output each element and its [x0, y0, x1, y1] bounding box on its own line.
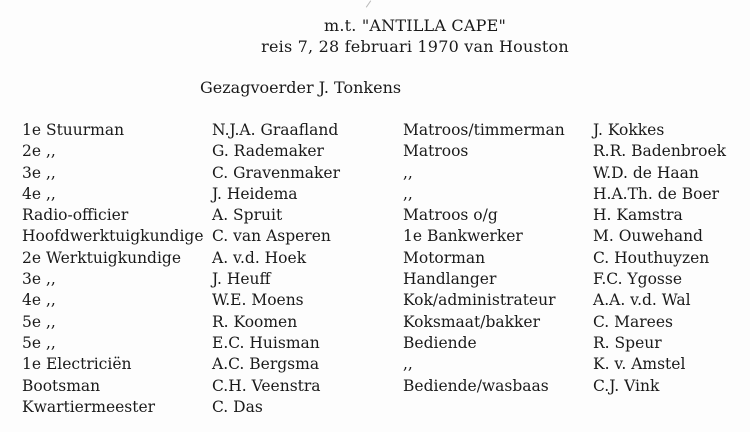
- crew-name: W.D. de Haan: [593, 163, 699, 182]
- crew-role: 2e Werktuigkundige: [22, 248, 182, 267]
- crew-role: Motorman: [403, 248, 486, 267]
- crew-role: 4e ,,: [22, 184, 56, 203]
- crew-role: Bediende/wasbaas: [403, 376, 549, 395]
- crew-role: 3e ,,: [22, 163, 56, 182]
- crew-name: A.C. Bergsma: [212, 355, 320, 374]
- crew-name: G. Rademaker: [212, 142, 324, 161]
- captain-line: Gezagvoerder J. Tonkens: [200, 78, 402, 97]
- left-roles-column: [22, 120, 204, 418]
- crew-name: H.A.Th. de Boer: [593, 184, 720, 203]
- crew-name: K. v. Amstel: [593, 355, 686, 374]
- crew-role: Handlanger: [403, 270, 497, 289]
- crew-role: Matroos/timmerman: [403, 121, 565, 139]
- crew-role: Radio-officier: [22, 206, 129, 225]
- crew-role: 4e ,,: [22, 291, 56, 310]
- crew-name: R. Koomen: [212, 312, 298, 331]
- crew-role: ,,: [403, 163, 413, 182]
- crew-role: 5e ,,: [22, 333, 56, 352]
- crew-role: ,,: [403, 355, 413, 374]
- crew-role: Hoofdwerktuigkundige: [22, 227, 204, 246]
- crew-name: J. Kokkes: [593, 121, 665, 139]
- crew-role: Kwartiermeester: [22, 397, 156, 416]
- crew-name: C.H. Veenstra: [212, 376, 321, 395]
- crew-role: Matroos: [403, 142, 469, 161]
- crew-role: 1e Stuurman: [22, 121, 125, 139]
- crew-role: Matroos o/g: [403, 206, 498, 225]
- crew-role: 2e ,,: [22, 142, 56, 161]
- voyage-line: reis 7, 28 februari 1970 van Houston: [261, 37, 569, 56]
- left-names-column: [212, 120, 340, 418]
- crew-role: 1e Electriciën: [22, 355, 132, 374]
- crew-name: E.C. Huisman: [212, 333, 320, 352]
- crew-name: A.A. v.d. Wal: [593, 291, 691, 310]
- crew-role: 3e ,,: [22, 270, 56, 289]
- scan-mark: [366, 0, 371, 7]
- crew-role: Kok/administrateur: [403, 291, 556, 310]
- crew-name: R. Speur: [593, 333, 662, 352]
- crew-name: M. Ouwehand: [593, 227, 703, 246]
- crew-name: W.E. Moens: [212, 291, 304, 310]
- crew-name: J. Heidema: [212, 184, 298, 203]
- crew-role: Bootsman: [22, 376, 101, 395]
- crew-name: H. Kamstra: [593, 206, 683, 225]
- crew-role: Koksmaat/bakker: [403, 312, 541, 331]
- crew-name: F.C. Ygosse: [593, 270, 682, 289]
- crew-name: N.J.A. Graafland: [212, 121, 339, 139]
- crew-name: J. Heuff: [212, 270, 271, 289]
- ship-title: m.t. "ANTILLA CAPE": [323, 16, 507, 35]
- crew-name: C. van Asperen: [212, 227, 331, 246]
- right-roles-column: [403, 120, 565, 397]
- crew-role: ,,: [403, 184, 413, 203]
- right-names-column: [593, 120, 726, 397]
- crew-role: 1e Bankwerker: [403, 227, 523, 246]
- crew-role: Bediende: [403, 333, 477, 352]
- crew-name: A. v.d. Hoek: [212, 248, 307, 267]
- crew-name: C. Marees: [593, 312, 673, 331]
- crew-role: 5e ,,: [22, 312, 56, 331]
- crew-name: C.J. Vink: [593, 376, 660, 395]
- crew-name: C. Gravenmaker: [212, 163, 341, 182]
- crew-name: R.R. Badenbroek: [593, 142, 727, 161]
- crew-name: C. Das: [212, 397, 263, 416]
- crew-name: A. Spruit: [212, 206, 283, 225]
- crew-name: C. Houthuyzen: [593, 248, 710, 267]
